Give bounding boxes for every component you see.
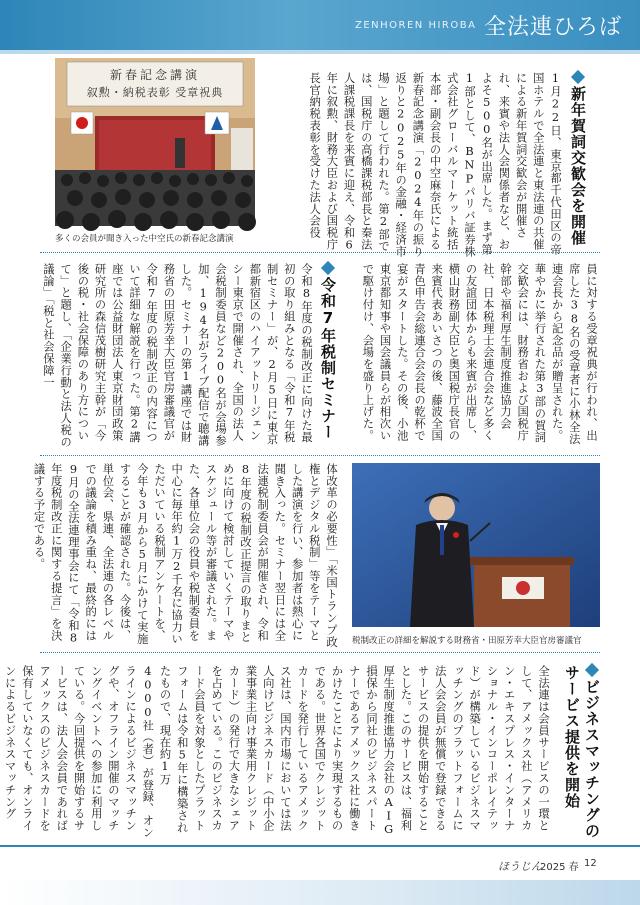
header-stripe — [0, 50, 640, 54]
newyear-body-2: 員に対する受章祝典が行われ、出席した38名の受章者に小林全法連会長から記念品が贈呈された。華やかに挙行された第3部の賀詞交歓会には、財務省および国税庁幹部や福利厚生制度推進協力会社、日本税理士会連合会など多くの友誼団体からも来賓が出席し、横山財務副大臣と奥国税庁長官の来賓代表あいさつの後、藤波全国青色申告会総連合会会長の乾杯で宴がスタートした。その後、小池東京都知事や国会議員らが相次いで駆け付け、会場を盛り上げた。 — [361, 263, 598, 445]
footer-page-number: 12 — [584, 858, 597, 869]
seminar-body-2: 体改革の必要性」「米国トランプ政権とデジタル税制」等をテーマとした講演を行い、参加者は熱心に聞き入った。セミナー翌日には全法連税制委員会が開催され、令和8年度の税制改正提言の取りまとめに向けて検討していくテーマやスケジュール等が審議された。また、各単位会の役員や税制委員を中心に毎年約1万2千名に協力いただいている税制アンケートを、今年も3月から5月にかけて実施することが確認された。今後は、単位会、県連、全法連の各レベルでの議論を積み重ね、最終的には9月の全法連理事会にて「令和8年度税制改正に関する提言」を決議する予定である。 — [32, 463, 338, 648]
section-divider-3 — [40, 652, 600, 653]
heading-diamond-icon — [585, 663, 599, 677]
business-heading — [558, 665, 602, 840]
newyear-heading — [568, 72, 588, 257]
seminar-photo — [352, 463, 600, 627]
newyear-photo-caption: 多くの会員が聞き入った中空氏の新春記念講演 — [55, 234, 234, 244]
footer-band — [0, 880, 640, 905]
newyear-body-1: 1月22日、東京都千代田区の帝国ホテルで全法連と東法連の共催による新年賀詞交歓会が開催され、来賓や法人会関係者など、およそ500名が出席した。まず第1部として、BNPパリバ証券株式会社グローバルマーケット統括本部・副会長の中空麻奈氏による新春記念講演「2024年の振り返りと2025年の金融・経済市場」と題して行われた。第2部では、国税庁の高橋課税部長と秦法人課税課長を来賓に迎え、令和6年に叙勲、財務大臣および国税庁長官納税表彰を受けた法人会役 — [308, 72, 562, 258]
footer-issue: 2025 春 — [540, 862, 579, 873]
footer-rule — [0, 845, 640, 847]
seminar-photo-caption: 税制改正の詳細を解説する財務省・田原芳幸大臣官房審議官 — [352, 636, 582, 646]
newyear-heading-text: 新年賀詞交歓会を開催 — [569, 86, 587, 246]
photo1-sign-line1: 新春記念講演 — [109, 68, 200, 82]
header-english-title: ZENHOREN HIROBA — [355, 20, 477, 31]
photo1-sign-line2: 叙勲・納税表彰 受章祝典 — [86, 86, 224, 99]
section-divider-1 — [40, 252, 600, 253]
section-divider-2 — [40, 455, 600, 456]
heading-diamond-icon — [571, 70, 585, 84]
business-body: 全法連は会員サービスの一環として、アメックス社（アメリカン・エキスプレス・インターナショナル・インコーポレイテッド）が構築しているビジネスマッチングのプラットフォームに法人会会員が無償で登録できるサービスの提供を開始することとした。このサービスは、福利厚生制度推進協力会社のAIG損保から同社のビジネスパートナーであるアメックス社に働きかけたことにより実現するものである。世界各国でクレジットカードを発行しているアメックス社は、国内市場においては法人向けビジネスカード（中小企業事業主向け事業用クレジットカード）の発行で大きなシェアを占めている。このビジネスカード会員を対象としたプラットフォームは令和5年に構築されたもので、現在約1万4000社（者）が登録、オンラインによるビジネスマッチングや、オフライン開催のマッチングイベントへの参加に利用している。今回提供を開始するサービスは、法人会会員であればアメックスのビジネスカードを保有していなくても、オンラインによるビジネスマッチング — [3, 665, 550, 839]
business-heading-text: ビジネスマッチングのサービス提供を開始 — [563, 665, 601, 839]
seminar-heading-text: 令和7年税制セミナー — [319, 277, 337, 440]
newyear-photo — [55, 58, 255, 226]
seminar-body-1: 令和8年度の税制改正に向けた最初の取り組みとなる「令和7年税制セミナー」が、2月5日に東京都新宿区のハイアットリージェンシー東京で開催され、全国の法人会税制委員など200名が会場参加、194名がライブ配信で聴講した。セミナーの第1講座では財務省の田原芳幸大臣官房審議官が令和7年度の税制改正の内容について詳細な解説を行った。第2講座では公益財団法人東京財団政策研究所の森信茂樹研究主幹が「今後の税・社会保障のあり方について」と題し、「企業行動と法人税の議論」「税と社会保障一 — [41, 263, 313, 448]
seminar-heading — [318, 263, 338, 448]
heading-diamond-icon — [321, 261, 335, 275]
footer-magazine-name: ほうじん — [498, 860, 542, 873]
header-japanese-title: 全法連ひろば — [484, 15, 623, 40]
